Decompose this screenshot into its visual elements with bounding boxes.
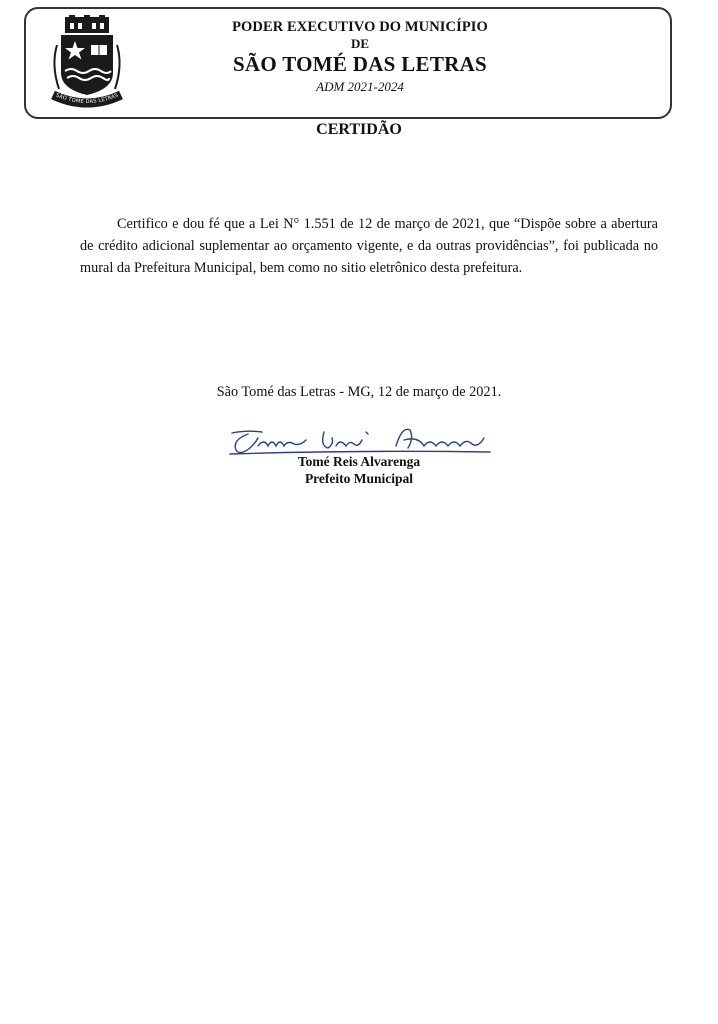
- administration-period: ADM 2021-2024: [316, 79, 404, 94]
- letterhead-line1: PODER EXECUTIVO DO MUNICÍPIO: [232, 19, 488, 35]
- municipality-name: SÃO TOMÉ DAS LETRAS: [232, 52, 488, 76]
- certificate-body: Certifico e dou fé que a Lei N° 1.551 de 12 de março de 2021, que “Dispõe sobre a abertura de crédito adicional suplementar ao orçamento vigente, e da outras providências”, foi publicada no mural da Prefeitura Municipal, bem como no sitio eletrônico desta prefeitura.: [80, 216, 658, 276]
- municipal-coat-of-arms-icon: [47, 15, 127, 111]
- signer-name: Tomé Reis Alvarenga: [297, 454, 421, 469]
- letterhead-line2: DE: [350, 36, 370, 51]
- document-title: CERTIDÃO: [316, 121, 402, 138]
- coat-ribbon-text: SÃO TOMÉ DAS LETRAS: [54, 92, 120, 106]
- place-and-date: São Tomé das Letras - MG, 12 de março de 2021.: [216, 384, 502, 400]
- signer-role: Prefeito Municipal: [304, 471, 414, 486]
